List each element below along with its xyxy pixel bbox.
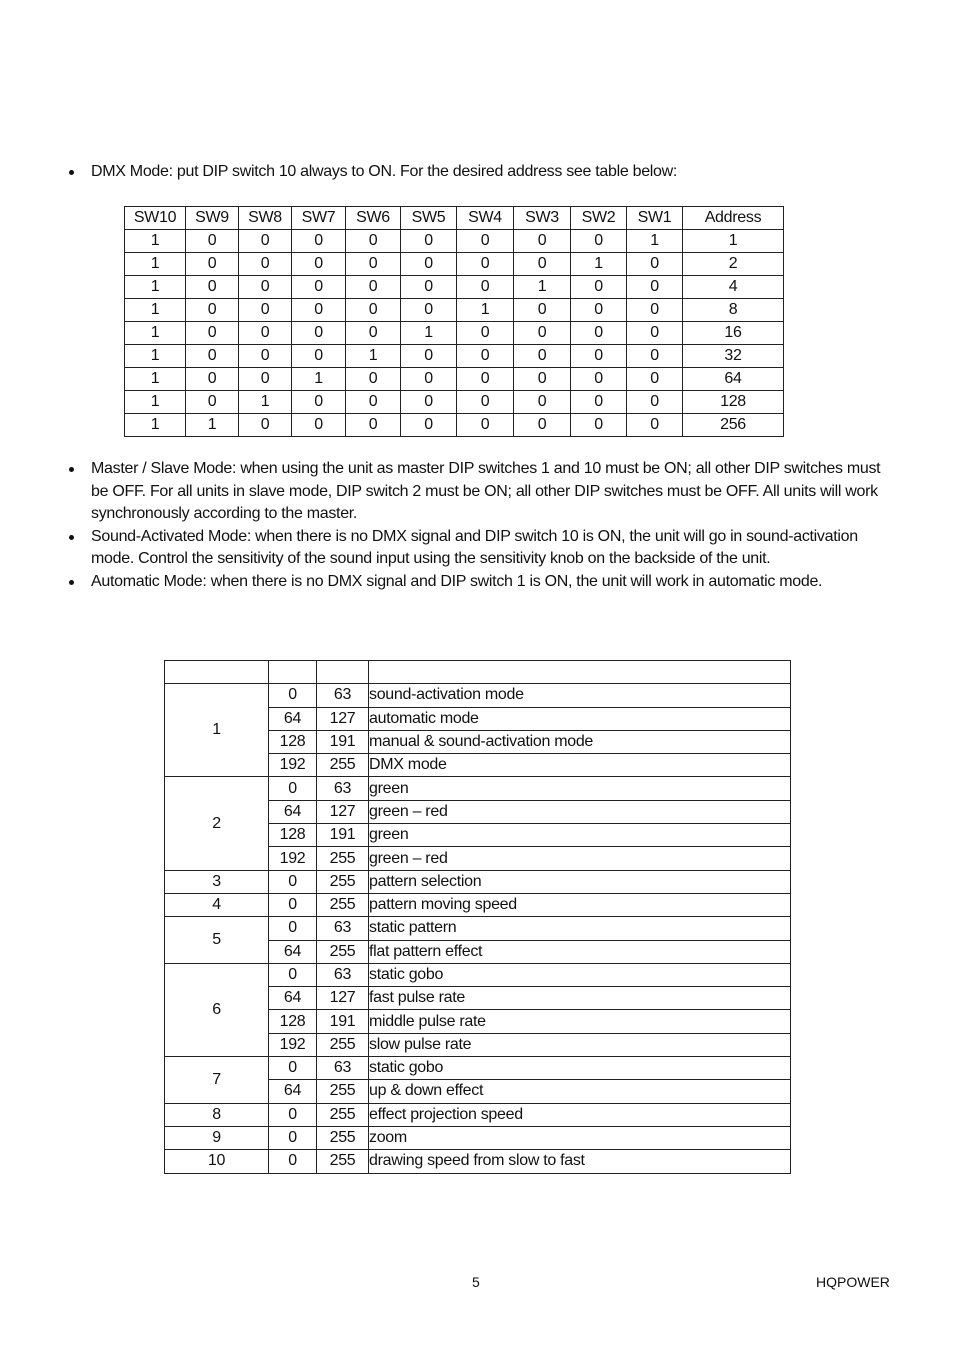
bullet-icon xyxy=(69,170,74,175)
switch-cell: 0 xyxy=(457,230,514,253)
range-to-cell: 191 xyxy=(317,824,369,847)
range-from-cell: 64 xyxy=(269,987,317,1010)
switch-cell: 0 xyxy=(514,230,571,253)
switch-cell: 0 xyxy=(239,253,292,276)
switch-cell: 0 xyxy=(346,253,401,276)
switch-cell: 0 xyxy=(457,368,514,391)
dip-table-row xyxy=(125,345,784,368)
switch-cell: 0 xyxy=(627,368,683,391)
range-to-cell: 255 xyxy=(317,1150,369,1173)
range-to-cell: 255 xyxy=(317,1080,369,1103)
function-cell: green xyxy=(369,824,791,847)
function-cell: static gobo xyxy=(369,963,791,986)
range-to-cell: 255 xyxy=(317,847,369,870)
dip-table-row xyxy=(125,414,784,437)
range-from-cell: 192 xyxy=(269,754,317,777)
switch-cell: 0 xyxy=(571,391,627,414)
switch-cell: 0 xyxy=(186,276,239,299)
dip-table-row xyxy=(125,253,784,276)
switch-cell: 0 xyxy=(186,322,239,345)
channel-cell: 10 xyxy=(165,1150,269,1173)
switch-cell: 0 xyxy=(514,368,571,391)
dip-header-cell: SW1 xyxy=(627,207,683,230)
switch-cell: 0 xyxy=(292,299,346,322)
dip-header-cell: SW8 xyxy=(239,207,292,230)
switch-cell: 1 xyxy=(186,414,239,437)
switch-cell: 0 xyxy=(292,391,346,414)
range-to-cell: 63 xyxy=(317,777,369,800)
switch-cell: 0 xyxy=(292,276,346,299)
switch-cell: 0 xyxy=(239,230,292,253)
switch-cell: 0 xyxy=(514,299,571,322)
switch-cell: 0 xyxy=(292,253,346,276)
function-cell: middle pulse rate xyxy=(369,1010,791,1033)
switch-cell: 1 xyxy=(125,391,186,414)
dip-table-row xyxy=(125,322,784,345)
range-to-cell: 255 xyxy=(317,893,369,916)
switch-cell: 1 xyxy=(514,276,571,299)
switch-cell: 0 xyxy=(401,299,457,322)
dmx-table-row xyxy=(165,963,791,986)
switch-cell: 0 xyxy=(571,322,627,345)
range-from-cell: 128 xyxy=(269,1010,317,1033)
function-cell: DMX mode xyxy=(369,754,791,777)
function-cell: drawing speed from slow to fast xyxy=(369,1150,791,1173)
dip-header-cell: Address xyxy=(683,207,784,230)
switch-cell: 0 xyxy=(186,253,239,276)
switch-cell: 0 xyxy=(346,299,401,322)
switch-cell: 0 xyxy=(292,230,346,253)
switch-cell: 0 xyxy=(514,322,571,345)
range-from-cell: 64 xyxy=(269,1080,317,1103)
switch-cell: 0 xyxy=(239,414,292,437)
function-cell: automatic mode xyxy=(369,707,791,730)
range-to-cell: 63 xyxy=(317,684,369,707)
function-cell: pattern selection xyxy=(369,870,791,893)
dip-header-cell: SW4 xyxy=(457,207,514,230)
dmx-header-cell xyxy=(165,661,269,684)
dip-switch-table xyxy=(124,206,784,437)
range-from-cell: 192 xyxy=(269,847,317,870)
switch-cell: 0 xyxy=(239,368,292,391)
switch-cell: 0 xyxy=(346,276,401,299)
range-from-cell: 0 xyxy=(269,1126,317,1149)
dmx-header-cell xyxy=(317,661,369,684)
switch-cell: 0 xyxy=(239,345,292,368)
switch-cell: 0 xyxy=(571,230,627,253)
function-cell: sound-activation mode xyxy=(369,684,791,707)
switch-cell: 0 xyxy=(346,322,401,345)
switch-cell: 0 xyxy=(627,322,683,345)
switch-cell: 0 xyxy=(186,391,239,414)
switch-cell: 0 xyxy=(401,345,457,368)
switch-cell: 0 xyxy=(457,414,514,437)
switch-cell: 0 xyxy=(514,414,571,437)
address-cell: 8 xyxy=(683,299,784,322)
switch-cell: 0 xyxy=(239,276,292,299)
bullet-icon xyxy=(69,580,74,585)
switch-cell: 0 xyxy=(186,299,239,322)
dmx-table-row xyxy=(165,684,791,707)
range-from-cell: 0 xyxy=(269,1057,317,1080)
switch-cell: 0 xyxy=(401,276,457,299)
bullet-text: Automatic Mode: when there is no DMX signal and DIP switch 1 is ON, the unit will work in automatic mode. xyxy=(91,572,823,590)
channel-cell: 5 xyxy=(165,917,269,964)
function-cell: manual & sound-activation mode xyxy=(369,730,791,753)
address-cell: 128 xyxy=(683,391,784,414)
range-from-cell: 0 xyxy=(269,1150,317,1173)
dmx-header-cell xyxy=(269,661,317,684)
dmx-table-row xyxy=(165,1103,791,1126)
range-to-cell: 63 xyxy=(317,963,369,986)
range-to-cell: 255 xyxy=(317,870,369,893)
switch-cell: 0 xyxy=(401,391,457,414)
address-cell: 1 xyxy=(683,230,784,253)
mode-bullet-list xyxy=(68,458,888,593)
switch-cell: 0 xyxy=(292,345,346,368)
dmx-table-row xyxy=(165,870,791,893)
bullet-icon xyxy=(69,467,74,472)
page-number: 5 xyxy=(472,1274,480,1290)
switch-cell: 0 xyxy=(627,345,683,368)
dmx-table-row xyxy=(165,1126,791,1149)
switch-cell: 1 xyxy=(571,253,627,276)
switch-cell: 1 xyxy=(239,391,292,414)
switch-cell: 1 xyxy=(346,345,401,368)
switch-cell: 0 xyxy=(514,345,571,368)
range-from-cell: 128 xyxy=(269,730,317,753)
switch-cell: 0 xyxy=(186,345,239,368)
function-cell: flat pattern effect xyxy=(369,940,791,963)
switch-cell: 0 xyxy=(571,345,627,368)
channel-cell: 3 xyxy=(165,870,269,893)
function-cell: zoom xyxy=(369,1126,791,1149)
dip-header-cell: SW9 xyxy=(186,207,239,230)
range-to-cell: 127 xyxy=(317,707,369,730)
dmx-table-row xyxy=(165,1150,791,1173)
address-cell: 64 xyxy=(683,368,784,391)
range-from-cell: 128 xyxy=(269,824,317,847)
range-to-cell: 191 xyxy=(317,1010,369,1033)
switch-cell: 0 xyxy=(239,299,292,322)
range-from-cell: 64 xyxy=(269,940,317,963)
bullet-item xyxy=(68,161,888,184)
range-from-cell: 0 xyxy=(269,684,317,707)
channel-cell: 7 xyxy=(165,1057,269,1104)
switch-cell: 1 xyxy=(125,276,186,299)
switch-cell: 1 xyxy=(292,368,346,391)
range-from-cell: 0 xyxy=(269,1103,317,1126)
function-cell: green – red xyxy=(369,800,791,823)
switch-cell: 1 xyxy=(401,322,457,345)
switch-cell: 0 xyxy=(457,322,514,345)
bullet-item xyxy=(68,571,888,594)
dmx-table-row xyxy=(165,893,791,916)
bullet-item xyxy=(68,526,888,571)
switch-cell: 0 xyxy=(292,322,346,345)
switch-cell: 0 xyxy=(292,414,346,437)
range-from-cell: 0 xyxy=(269,963,317,986)
switch-cell: 0 xyxy=(514,391,571,414)
switch-cell: 0 xyxy=(401,368,457,391)
switch-cell: 0 xyxy=(514,253,571,276)
switch-cell: 0 xyxy=(627,391,683,414)
switch-cell: 0 xyxy=(627,414,683,437)
range-to-cell: 127 xyxy=(317,800,369,823)
range-to-cell: 255 xyxy=(317,1126,369,1149)
dip-header-row xyxy=(125,207,784,230)
switch-cell: 0 xyxy=(346,368,401,391)
switch-cell: 1 xyxy=(125,230,186,253)
function-cell: pattern moving speed xyxy=(369,893,791,916)
function-cell: fast pulse rate xyxy=(369,987,791,1010)
range-to-cell: 255 xyxy=(317,754,369,777)
dip-table-row xyxy=(125,368,784,391)
channel-cell: 9 xyxy=(165,1126,269,1149)
range-to-cell: 255 xyxy=(317,1033,369,1056)
switch-cell: 1 xyxy=(125,368,186,391)
channel-cell: 4 xyxy=(165,893,269,916)
switch-cell: 0 xyxy=(401,253,457,276)
channel-cell: 2 xyxy=(165,777,269,870)
range-from-cell: 64 xyxy=(269,800,317,823)
range-from-cell: 0 xyxy=(269,870,317,893)
switch-cell: 1 xyxy=(125,322,186,345)
bullet-text: Master / Slave Mode: when using the unit as master DIP switches 1 and 10 must be ON; all other DIP switches must be OFF. For all units in slave mode, DIP switch 2 must be ON; all other DIP switches must be OFF. All units will work synchronously according to the master. xyxy=(91,460,881,522)
switch-cell: 0 xyxy=(186,368,239,391)
dmx-header-cell xyxy=(369,661,791,684)
range-from-cell: 64 xyxy=(269,707,317,730)
switch-cell: 0 xyxy=(457,253,514,276)
switch-cell: 0 xyxy=(401,230,457,253)
switch-cell: 0 xyxy=(627,253,683,276)
brand-name: HQPOWER xyxy=(816,1274,890,1290)
switch-cell: 0 xyxy=(627,276,683,299)
dip-header-cell: SW5 xyxy=(401,207,457,230)
switch-cell: 1 xyxy=(125,299,186,322)
switch-cell: 0 xyxy=(346,230,401,253)
dip-table-row xyxy=(125,276,784,299)
switch-cell: 0 xyxy=(346,391,401,414)
channel-cell: 6 xyxy=(165,963,269,1056)
dmx-table-row xyxy=(165,917,791,940)
switch-cell: 1 xyxy=(125,414,186,437)
range-to-cell: 63 xyxy=(317,1057,369,1080)
switch-cell: 1 xyxy=(125,345,186,368)
dmx-table-row xyxy=(165,1057,791,1080)
switch-cell: 0 xyxy=(571,368,627,391)
dip-header-cell: SW3 xyxy=(514,207,571,230)
bullet-text: DMX Mode: put DIP switch 10 always to ON. For the desired address see table below: xyxy=(91,163,678,180)
dip-header-cell: SW6 xyxy=(346,207,401,230)
range-to-cell: 255 xyxy=(317,940,369,963)
switch-cell: 0 xyxy=(571,299,627,322)
function-cell: green – red xyxy=(369,847,791,870)
intro-bullet-list xyxy=(68,161,888,184)
switch-cell: 0 xyxy=(457,391,514,414)
switch-cell: 1 xyxy=(627,230,683,253)
switch-cell: 0 xyxy=(457,345,514,368)
address-cell: 4 xyxy=(683,276,784,299)
function-cell: green xyxy=(369,777,791,800)
switch-cell: 0 xyxy=(401,414,457,437)
dip-header-cell: SW2 xyxy=(571,207,627,230)
range-from-cell: 0 xyxy=(269,893,317,916)
function-cell: up & down effect xyxy=(369,1080,791,1103)
dmx-header-row xyxy=(165,661,791,684)
range-to-cell: 127 xyxy=(317,987,369,1010)
range-from-cell: 0 xyxy=(269,777,317,800)
switch-cell: 0 xyxy=(457,276,514,299)
dip-table-row xyxy=(125,299,784,322)
range-from-cell: 0 xyxy=(269,917,317,940)
switch-cell: 1 xyxy=(457,299,514,322)
address-cell: 32 xyxy=(683,345,784,368)
range-to-cell: 255 xyxy=(317,1103,369,1126)
function-cell: static gobo xyxy=(369,1057,791,1080)
channel-cell: 1 xyxy=(165,684,269,777)
switch-cell: 1 xyxy=(125,253,186,276)
address-cell: 256 xyxy=(683,414,784,437)
switch-cell: 0 xyxy=(346,414,401,437)
switch-cell: 0 xyxy=(239,322,292,345)
address-cell: 16 xyxy=(683,322,784,345)
function-cell: effect projection speed xyxy=(369,1103,791,1126)
dip-table-row xyxy=(125,230,784,253)
range-to-cell: 191 xyxy=(317,730,369,753)
bullet-icon xyxy=(69,535,74,540)
dmx-table-row xyxy=(165,777,791,800)
function-cell: slow pulse rate xyxy=(369,1033,791,1056)
switch-cell: 0 xyxy=(571,414,627,437)
function-cell: static pattern xyxy=(369,917,791,940)
bullet-item xyxy=(68,458,888,526)
dmx-channel-table xyxy=(164,660,791,1174)
switch-cell: 0 xyxy=(571,276,627,299)
switch-cell: 0 xyxy=(627,299,683,322)
dip-header-cell: SW10 xyxy=(125,207,186,230)
switch-cell: 0 xyxy=(186,230,239,253)
address-cell: 2 xyxy=(683,253,784,276)
channel-cell: 8 xyxy=(165,1103,269,1126)
range-to-cell: 63 xyxy=(317,917,369,940)
dip-header-cell: SW7 xyxy=(292,207,346,230)
bullet-text: Sound-Activated Mode: when there is no DMX signal and DIP switch 10 is ON, the unit will go in sound-activation mode. Control the sensitivity of the sound input using the sensitivity knob on the backside of the unit. xyxy=(91,527,858,567)
dip-table-row xyxy=(125,391,784,414)
range-from-cell: 192 xyxy=(269,1033,317,1056)
